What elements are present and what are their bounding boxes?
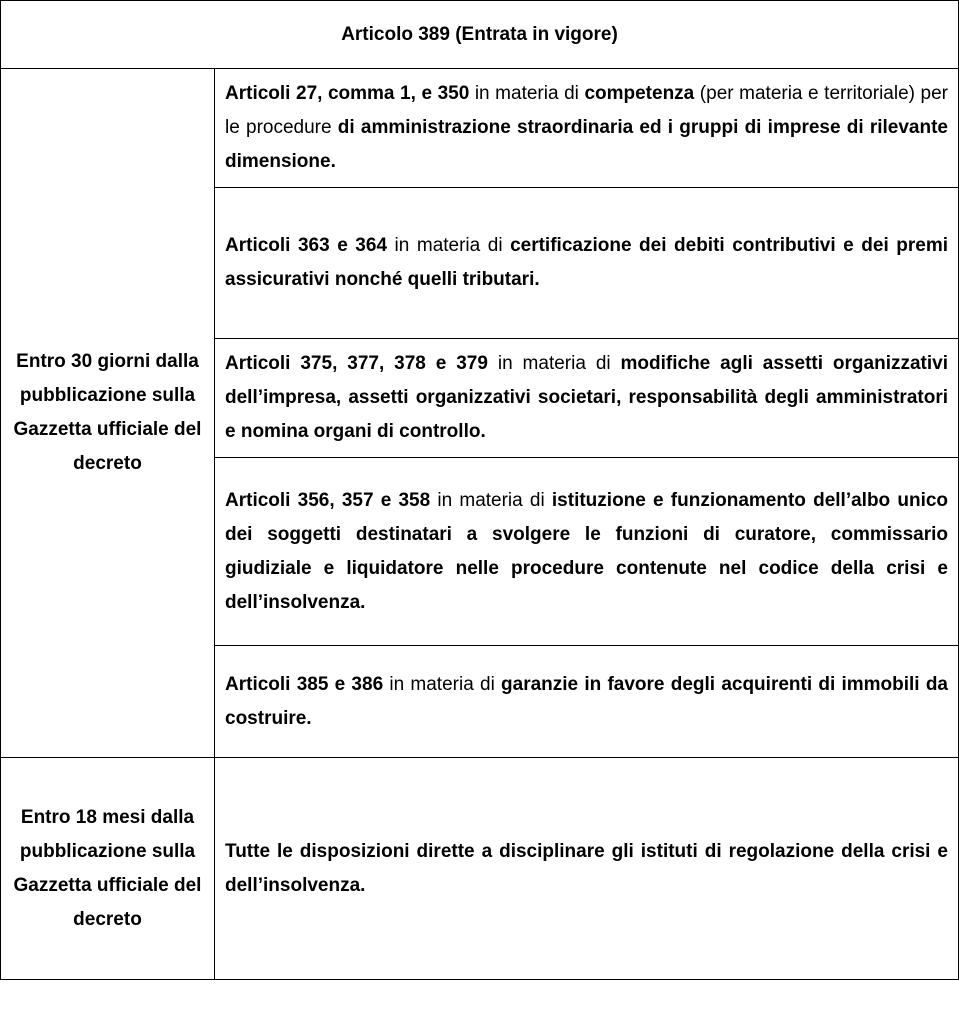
provision-cell [215,458,959,646]
bold-text: certificazione dei debiti contributivi e dei premi assicurativi nonché quelli tributari. [225,235,949,290]
text: in materia di [383,673,502,695]
provision-cell [215,758,959,980]
header-row [1,1,959,69]
bold-text: Articoli 27, comma 1, e 350 [225,83,470,104]
bold-text: Articoli 385 e 386 [225,673,384,695]
bold-text: modifiche agli assetti organizzativi dell’impresa, assetti organizzativi societari, responsabilità degli amministratori e nomina organi di controllo. [225,353,948,442]
text: in materia di [430,489,552,511]
bold-text: di amministrazione straordinaria ed i gruppi di imprese di rilevante dimensione. [225,117,949,172]
bold-text: garanzie in favore degli acquirenti di immobili da costruire. [225,673,948,729]
bold-text: Tutte le disposizioni dirette a disciplinare gli istituti di regolazione della crisi e dell’insolvenza. [225,840,948,896]
deadline-cell: Entro 30 giorni dalla pubblicazione sulla Gazzetta ufficiale del decreto [1,69,215,758]
deadline-cell: Entro 18 mesi dalla pubblicazione sulla Gazzetta ufficiale del decreto [1,758,215,980]
provision-cell [215,69,959,188]
text: (per materia e territoriale) per le procedure [225,83,948,138]
text: in materia di [469,83,585,104]
provision-cell [215,339,959,458]
bold-text: competenza [584,83,695,104]
table-body [1,1,959,980]
bold-text: istituzione e funzionamento dell’albo unico dei soggetti destinatari a svolgere le funzioni di curatore, commissario giudiziale e liquidatore nelle procedure contenute nel codice della crisi e dell’insolvenza. [225,489,949,613]
text: in materia di [487,353,621,374]
text: in materia di [387,235,511,256]
table-row [1,758,959,980]
provision-cell [215,188,959,339]
bold-text: Articoli 363 e 364 [225,235,388,256]
provision-cell [215,646,959,758]
bold-text: Articoli 356, 357 e 358 [225,489,431,511]
table-row [1,69,959,188]
table-title: Articolo 389 (Entrata in vigore) [1,1,959,69]
bold-text: Articoli 375, 377, 378 e 379 [225,353,488,374]
